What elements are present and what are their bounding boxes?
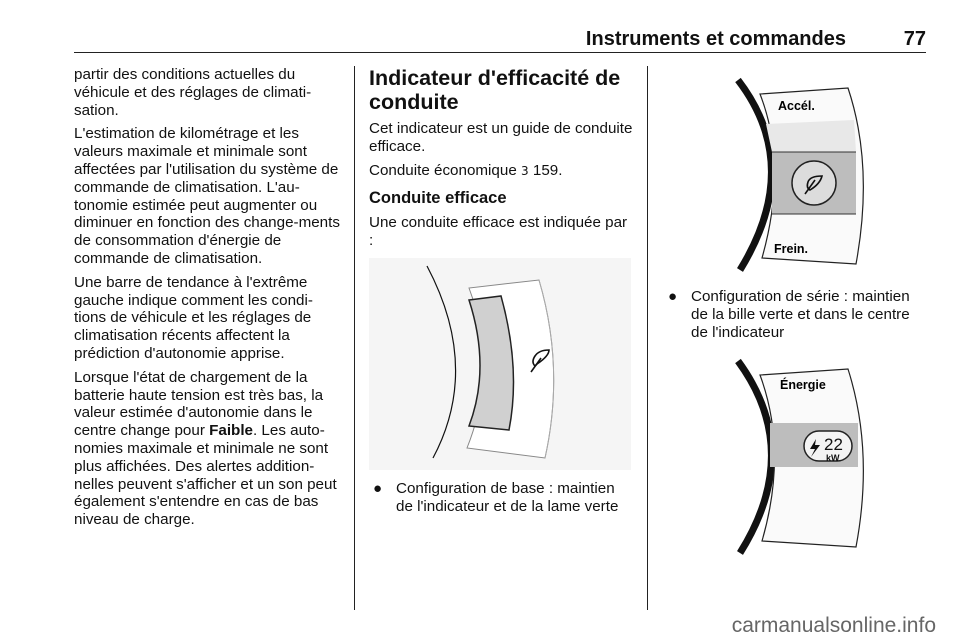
basic-gauge-figure xyxy=(369,258,631,470)
power-unit: kW xyxy=(826,453,840,464)
paragraph-4-start: Lorsque l'état de chargement de la batterie haute tension est très bas, la valeur estimée d'autonomie dans le centre change pour xyxy=(74,368,324,440)
page-number: 77 xyxy=(903,28,926,50)
reference-paragraph xyxy=(369,162,635,181)
intro-paragraph: Cet indicateur est un guide de conduite efficace. xyxy=(369,120,633,155)
column-1 xyxy=(74,66,342,535)
bullet-series-config xyxy=(664,288,929,341)
page-reference-arrow: 3 xyxy=(521,163,529,178)
reference-page: 159. xyxy=(532,161,563,179)
bullet-mark: ● xyxy=(668,288,678,305)
accel-brake-gauge-figure xyxy=(664,66,926,274)
column-divider-1 xyxy=(354,66,355,610)
paragraph-4-end: . Les auto-nomies maximale et minimale ne sont plus affichées. Des alertes addition-nelles peuvent s'afficher et un son peut également s'entendre en cas de bas niveau de charge. xyxy=(74,422,337,529)
subsection-intro: Une conduite efficace est indiquée par : xyxy=(369,214,628,249)
accel-label: Accél. xyxy=(778,99,815,113)
bullet-basic-config xyxy=(369,480,635,516)
reference-text: Conduite économique xyxy=(369,161,517,179)
low-range-term: Faible xyxy=(209,422,253,440)
paragraph-2: L'estimation de kilométrage et les valeurs maximale et minimale sont affectées par l'utilisation du système de commande de climatisation. L'au-tonomie estimée peut augmenter ou diminuer en fonction des change-ments de consommation d'énergie de commande de climatisation. xyxy=(74,125,340,267)
brake-label: Frein. xyxy=(774,242,809,256)
column-divider-2 xyxy=(647,66,648,610)
paragraph-1: partir des conditions actuelles du véhicule et des réglages de climati-sation. xyxy=(74,66,312,119)
power-value: 22 xyxy=(824,435,843,455)
bullet-mark: ● xyxy=(373,479,383,497)
column-2 xyxy=(369,66,635,515)
energy-label: Énergie xyxy=(780,378,826,393)
paragraph-4 xyxy=(74,369,342,529)
energy-gauge-figure xyxy=(664,351,926,557)
running-title: Instruments et commandes xyxy=(585,28,846,50)
subsection-heading: Conduite efficace xyxy=(369,189,507,208)
bullet-text: Configuration de base : maintien de l'indicateur et de la lame verte xyxy=(396,479,619,515)
column-3 xyxy=(664,66,929,557)
bullet-text: Configuration de série : maintien de la bille verte et dans le centre de l'indicateur xyxy=(691,288,910,341)
page-header xyxy=(74,26,926,53)
paragraph-3: Une barre de tendance à l'extrême gauche indique comment les condi-tions de véhicule et les réglages de climatisation récents affectent la prédiction d'autonomie apprise. xyxy=(74,273,313,362)
watermark: carmanualsonline.info xyxy=(731,614,936,637)
section-heading: Indicateur d'efficacité de conduite xyxy=(369,66,621,114)
